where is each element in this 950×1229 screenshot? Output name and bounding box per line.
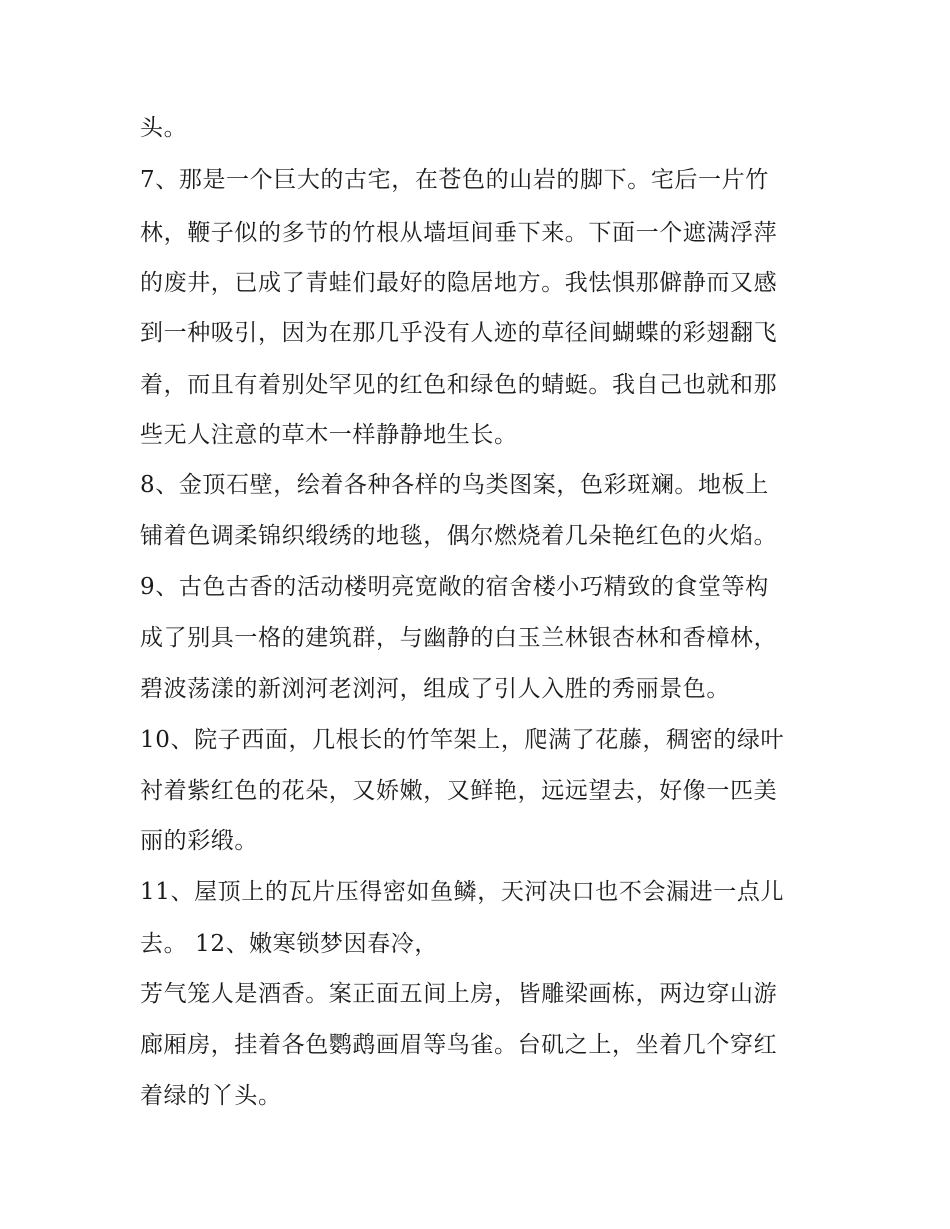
text-line: 衬着紫红色的花朵，又娇嫩，又鲜艳，远远望去，好像一匹美 <box>140 778 778 804</box>
text-line: 的废井，已成了青蛙们最好的隐居地方。我怯惧那僻静而又感 <box>140 270 778 296</box>
text-line: 7、那是一个巨大的古宅，在苍色的山岩的脚下。宅后一片竹 <box>140 167 769 193</box>
text-line: 着，而且有着别处罕见的红色和绿色的蜻蜓。我自己也就和那 <box>140 372 778 398</box>
text-line: 到一种吸引，因为在那几乎没有人迹的草径间蝴蝶的彩翅翻飞 <box>140 320 778 346</box>
text-line: 芳气笼人是酒香。案正面五间上房，皆雕梁画栋，两边穿山游 <box>140 981 778 1007</box>
text-line: 10、院子西面，几根长的竹竿架上，爬满了花藤，稠密的绿叶 <box>140 727 785 753</box>
text-line: 去。 12、嫩寒锁梦因春冷， <box>140 931 438 957</box>
text-line: 些无人注意的草木一样静静地生长。 <box>140 422 518 448</box>
text-line: 碧波荡漾的新浏河老浏河，组成了引人入胜的秀丽景色。 <box>140 676 730 702</box>
text-line: 头。 <box>140 115 188 141</box>
text-line: 9、古色古香的活动楼明亮宽敞的宿舍楼小巧精致的食堂等构 <box>140 574 769 600</box>
text-line: 着绿的丫头。 <box>140 1083 282 1109</box>
text-line: 8、金顶石壁，绘着各种各样的鸟类图案，色彩斑斓。地板上 <box>140 472 769 498</box>
text-line: 廊厢房，挂着各色鹦鹉画眉等鸟雀。台矶之上，坐着几个穿红 <box>140 1032 778 1058</box>
text-line: 11、屋顶上的瓦片压得密如鱼鳞，天河决口也不会漏进一点儿 <box>140 879 785 905</box>
text-line: 成了别具一格的建筑群，与幽静的白玉兰林银杏林和香樟林， <box>140 625 778 651</box>
text-line: 丽的彩缎。 <box>140 828 258 854</box>
text-line: 铺着色调柔锦织缎绣的地毯，偶尔燃烧着几朵艳红色的火焰。 <box>140 523 778 549</box>
text-line: 林，鞭子似的多节的竹根从墙垣间垂下来。下面一个遮满浮萍 <box>140 220 778 246</box>
